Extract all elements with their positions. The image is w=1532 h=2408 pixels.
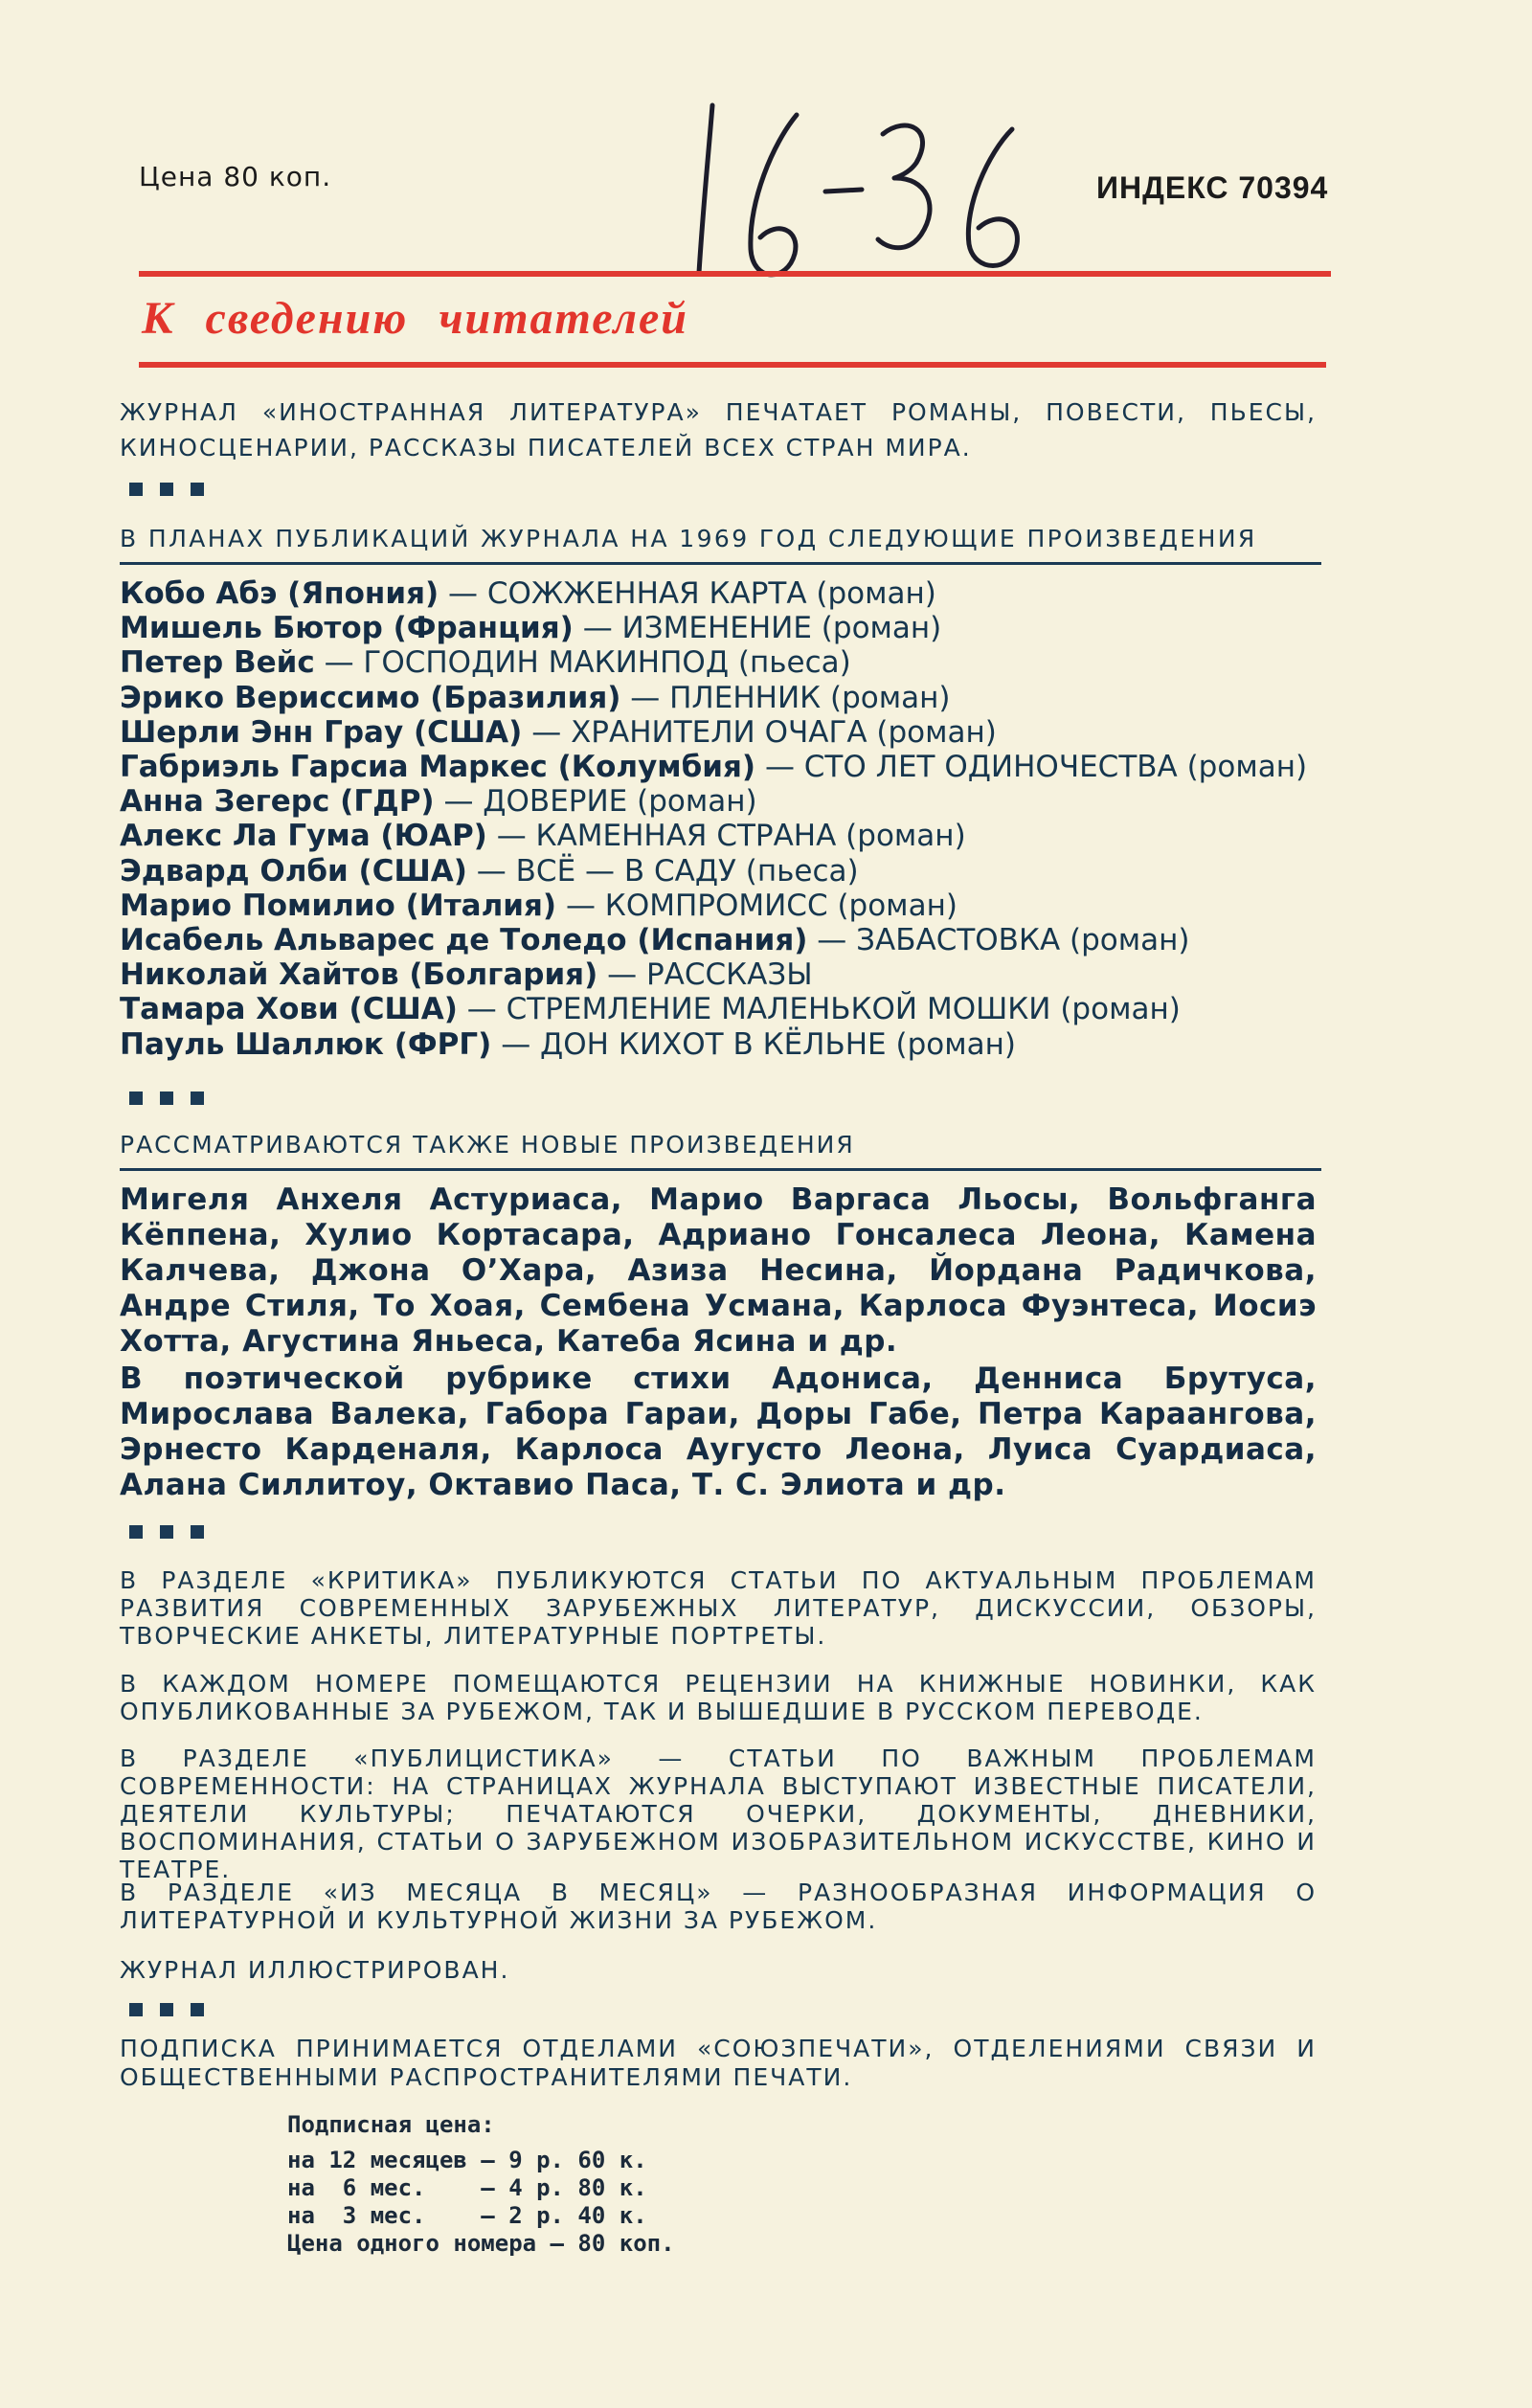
list-item: Кобо Абэ (Япония) — СОЖЖЕННАЯ КАРТА (роман) <box>120 576 936 611</box>
price-label: Цена 80 коп. <box>139 161 332 192</box>
list-item: Николай Хайтов (Болгария) — РАССКАЗЫ <box>120 957 813 993</box>
handwritten-note <box>682 77 1084 297</box>
banner-bottom-rule <box>139 362 1326 368</box>
poetry-authors: В поэтической рубрике стихи Адониса, Денниса Брутуса, Мирослава Валека, Габора Гараи, Доры Габе, Петра Караангова, Эрнесто Карденаля, Карлоса Аугусто Леона, Луиса Суардиаса, Алана Силлитоу, Октавио Паса, Т. С. Элиота и др. <box>120 1362 1317 1502</box>
list-item: Эрико Вериссимо (Бразилия) — ПЛЕННИК (роман) <box>120 680 951 715</box>
list-item: Шерли Энн Грау (США) — ХРАНИТЕЛИ ОЧАГА (роман) <box>120 714 997 750</box>
plans-heading: В ПЛАНАХ ПУБЛИКАЦИЙ ЖУРНАЛА НА 1969 ГОД СЛЕДУЮЩИЕ ПРОИЗВЕДЕНИЯ <box>120 525 1257 552</box>
banner-title: К сведению читателей <box>142 293 688 344</box>
subscription-text: ПОДПИСКА ПРИНИМАЕТСЯ ОТДЕЛАМИ «СОЮЗПЕЧАТИ», ОТДЕЛЕНИЯМИ СВЯЗИ И ОБЩЕСТВЕННЫМИ РАСПРОСТРАНИТЕЛЯМИ ПЕЧАТИ. <box>120 2035 1317 2091</box>
section-separator <box>129 2003 204 2016</box>
banner-top-rule <box>139 271 1331 277</box>
critique-section: В РАЗДЕЛЕ «КРИТИКА» ПУБЛИКУЮТСЯ СТАТЬИ ПО АКТУАЛЬНЫМ ПРОБЛЕМАМ РАЗВИТИЯ СОВРЕМЕННЫХ ЗАРУБЕЖНЫХ ЛИТЕРАТУР, ДИСКУССИИ, ОБЗОРЫ, ТВОРЧЕСКИЕ АНКЕТЫ, ЛИТЕРАТУРНЫЕ ПОРТРЕТЫ. <box>120 1566 1317 1650</box>
reviews-section: В КАЖДОМ НОМЕРЕ ПОМЕЩАЮТСЯ РЕЦЕНЗИИ НА КНИЖНЫЕ НОВИНКИ, КАК ОПУБЛИКОВАННЫЕ ЗА РУБЕЖОМ, ТАК И ВЫШЕДШИЕ В РУССКОМ ПЕРЕВОДЕ. <box>120 1670 1317 1725</box>
considered-rule <box>120 1168 1321 1171</box>
intro-text: ЖУРНАЛ «ИНОСТРАННАЯ ЛИТЕРАТУРА» ПЕЧАТАЕТ РОМАНЫ, ПОВЕСТИ, ПЬЕСЫ, КИНОСЦЕНАРИИ, РАССКАЗЫ ПИСАТЕЛЕЙ ВСЕХ СТРАН МИРА. <box>120 398 1317 461</box>
list-item: Пауль Шаллюк (ФРГ) — ДОН КИХОТ В КЁЛЬНЕ (роман) <box>120 1026 1016 1062</box>
illustrated-note: ЖУРНАЛ ИЛЛЮСТРИРОВАН. <box>120 1956 510 1984</box>
list-item: Эдвард Олби (США) — ВСЁ — В САДУ (пьеса) <box>120 853 859 889</box>
section-separator <box>129 1525 204 1539</box>
list-item: Марио Помилио (Италия) — КОМПРОМИСС (роман) <box>120 888 958 923</box>
section-separator <box>129 483 204 496</box>
section-separator <box>129 1091 204 1105</box>
list-item: Анна Зегерс (ГДР) — ДОВЕРИЕ (роман) <box>120 784 757 820</box>
publicism-section: В РАЗДЕЛЕ «ПУБЛИЦИСТИКА» — СТАТЬИ ПО ВАЖНЫМ ПРОБЛЕМАМ СОВРЕМЕННОСТИ: НА СТРАНИЦАХ ЖУРНАЛА ВЫСТУПАЮТ ИЗВЕСТНЫЕ ПИСАТЕЛИ, ДЕЯТЕЛИ КУЛЬТУРЫ; ПЕЧАТАЮТСЯ ОЧЕРКИ, ДОКУМЕНТЫ, ДНЕВНИКИ, ВОСПОМИНАНИЯ, СТАТЬИ О ЗАРУБЕЖНОМ ИЗОБРАЗИТЕЛЬНОМ ИСКУССТВЕ, КИНО И ТЕАТРЕ. <box>120 1744 1317 1883</box>
subscription-heading: Подписная цена: <box>287 2111 495 2138</box>
price-row: на 3 мес. — 2 р. 40 к. <box>287 2202 647 2229</box>
index-label: ИНДЕКС 70394 <box>1096 170 1329 205</box>
list-item: Габриэль Гарсиа Маркес (Колумбия) — СТО ЛЕТ ОДИНОЧЕСТВА (роман) <box>120 750 1308 785</box>
list-item: Мишель Бютор (Франция) — ИЗМЕНЕНИЕ (роман) <box>120 611 942 646</box>
plans-rule <box>120 562 1321 565</box>
works-list <box>120 576 1364 1062</box>
considered-authors: Мигеля Анхеля Астуриаса, Марио Варгаса Льосы, Вольфганга Кёппена, Хулио Кортасара, Адриано Гонсалеса Леона, Камена Калчева, Джона О’Хара, Азиза Несина, Йордана Радичкова, Андре Стиля, То Хоая, Сембена Усмана, Карлоса Фуэнтеса, Иосиэ Хотта, Агустина Яньеса, Катеба Ясина и др. <box>120 1182 1317 1359</box>
list-item: Алекс Ла Гума (ЮАР) — КАМЕННАЯ СТРАНА (роман) <box>120 819 966 854</box>
price-row: на 6 мес. — 4 р. 80 к. <box>287 2174 647 2201</box>
list-item: Тамара Хови (США) — СТРЕМЛЕНИЕ МАЛЕНЬКОЙ МОШКИ (роман) <box>120 992 1181 1027</box>
list-item: Исабель Альварес де Толедо (Испания) — ЗАБАСТОВКА (роман) <box>120 923 1190 958</box>
considered-heading: РАССМАТРИВАЮТСЯ ТАКЖЕ НОВЫЕ ПРОИЗВЕДЕНИЯ <box>120 1131 855 1159</box>
monthly-section: В РАЗДЕЛЕ «ИЗ МЕСЯЦА В МЕСЯЦ» — РАЗНООБРАЗНАЯ ИНФОРМАЦИЯ О ЛИТЕРАТУРНОЙ И КУЛЬТУРНОЙ ЖИЗНИ ЗА РУБЕЖОМ. <box>120 1879 1317 1934</box>
price-row: Цена одного номера — 80 коп. <box>287 2230 675 2257</box>
list-item: Петер Вейс — ГОСПОДИН МАКИНПОД (пьеса) <box>120 645 851 681</box>
price-row: на 12 месяцев — 9 р. 60 к. <box>287 2147 647 2173</box>
subscription-prices <box>287 2111 675 2258</box>
